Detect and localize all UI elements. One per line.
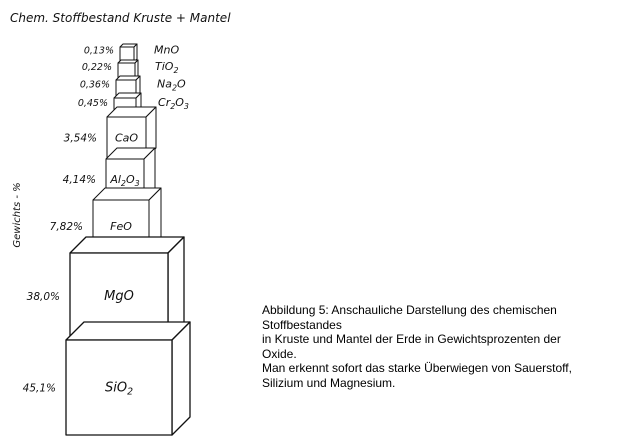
cube-top-face <box>66 322 190 340</box>
cube-stack <box>23 44 190 436</box>
percent-label: 4,14% <box>62 174 96 186</box>
oxide-label: $Na_2O$ <box>157 77 186 93</box>
oxide-label: $Al_2O_3$ <box>110 173 140 188</box>
oxide-label: TiO$_2$ <box>155 60 179 75</box>
caption-line: Silizium und Magnesium. <box>262 375 396 390</box>
percent-label: 0,13% <box>83 45 114 57</box>
cube-side-face <box>172 322 190 435</box>
oxide-label: MnO <box>154 43 180 57</box>
caption-line: Oxide. <box>262 346 297 361</box>
percent-label: 38,0% <box>26 291 60 303</box>
oxide-label: CaO <box>114 131 139 145</box>
percent-label: 0,45% <box>77 98 108 109</box>
diagram-title: Chem. Stoffbestand Kruste + Mantel <box>10 11 231 25</box>
caption-line: Stoffbestandes <box>262 317 342 332</box>
oxide-label: $Cr_2O_3$ <box>158 96 189 111</box>
caption-line: in Kruste und Mantel der Erde in Gewichtsprozenten der <box>262 332 561 346</box>
percent-label: 0,36% <box>79 79 110 91</box>
caption-line: Man erkennt sofort das starke Überwiegen von Sauerstoff, <box>262 361 572 375</box>
percent-label: 0,22% <box>81 62 112 73</box>
y-axis-label: Gewichts - % <box>12 182 23 248</box>
percent-label: 7,82% <box>49 221 83 233</box>
figure-caption <box>262 303 618 390</box>
cube-top-face <box>70 237 184 253</box>
cube-sio2 <box>23 322 190 435</box>
percent-label: 3,54% <box>63 132 97 145</box>
oxide-label: SiO$_2$ <box>104 380 134 398</box>
oxide-label: FeO <box>110 220 132 233</box>
percent-label: 45,1% <box>22 382 56 395</box>
oxide-label: MgO <box>104 289 134 304</box>
caption-line: Abbildung 5: Anschauliche Darstellung des chemischen <box>262 303 557 317</box>
